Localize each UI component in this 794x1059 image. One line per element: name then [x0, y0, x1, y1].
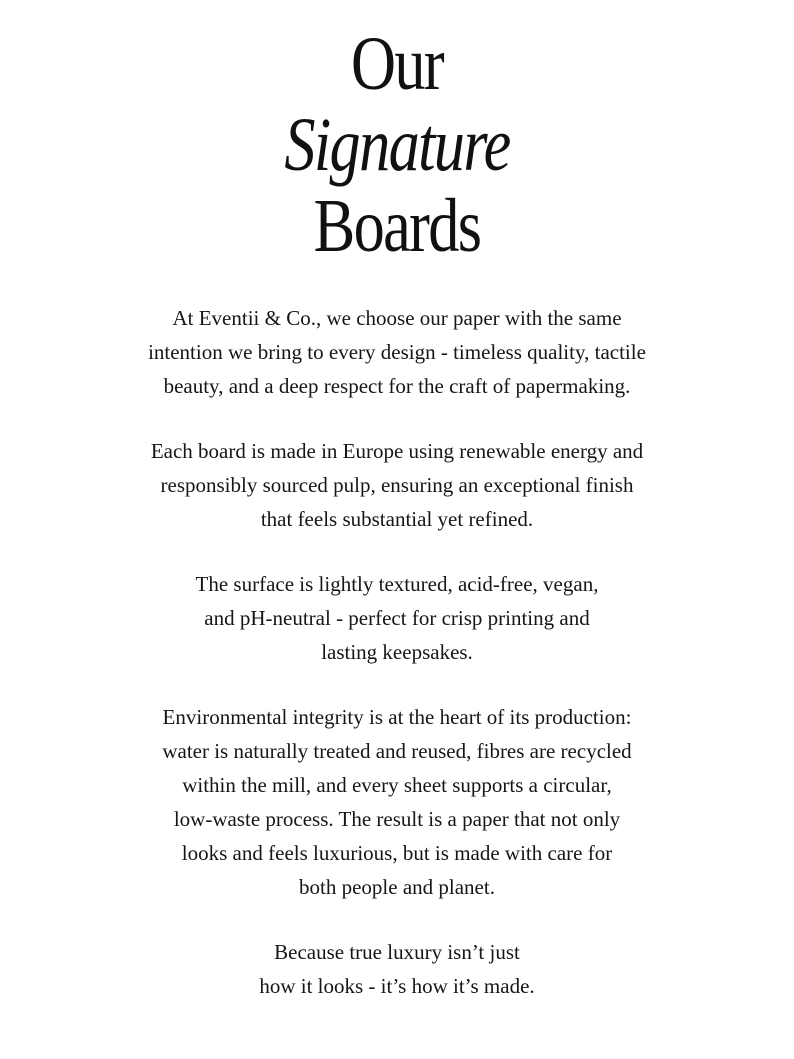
paragraph-surface [60, 567, 734, 669]
paragraph-line: low-waste process. The result is a paper that not only [173, 807, 621, 831]
body-text [60, 301, 734, 1034]
paragraph-line: Each board is made in Europe using renewable energy and [150, 439, 644, 463]
paragraph-line: how it looks - it’s how it’s made. [259, 974, 535, 998]
paragraph-line: Environmental integrity is at the heart of its production: [162, 705, 632, 729]
paragraph-line: looks and feels luxurious, but is made with care for [181, 841, 613, 865]
page-title [0, 24, 794, 267]
paragraph-line: The surface is lightly textured, acid-free, vegan, [195, 572, 599, 596]
title-line-boards: Boards [313, 184, 481, 268]
title-line-signature: Signature [284, 103, 510, 187]
paragraph-line: within the mill, and every sheet supports a circular, [182, 773, 612, 797]
paragraph-line: both people and planet. [299, 875, 495, 899]
paragraph-line: water is naturally treated and reused, fibres are recycled [162, 739, 632, 763]
paragraph-line: responsibly sourced pulp, ensuring an exceptional finish [160, 473, 634, 497]
paragraph-line: At Eventii & Co., we choose our paper with the same [172, 306, 622, 330]
title-line-our: Our [350, 22, 443, 106]
paragraph-europe [60, 434, 734, 536]
paragraph-environment [60, 700, 734, 904]
paragraph-line: that feels substantial yet refined. [260, 507, 534, 531]
paragraph-line: intention we bring to every design - timeless quality, tactile [148, 340, 646, 364]
paragraph-line: and pH-neutral - perfect for crisp printing and [204, 606, 590, 630]
paragraph-closing [60, 935, 734, 1003]
paragraph-line: Because true luxury isn’t just [274, 940, 520, 964]
paragraph-line: lasting keepsakes. [321, 640, 473, 664]
paragraph-intro [60, 301, 734, 403]
paragraph-line: beauty, and a deep respect for the craft of papermaking. [163, 374, 631, 398]
